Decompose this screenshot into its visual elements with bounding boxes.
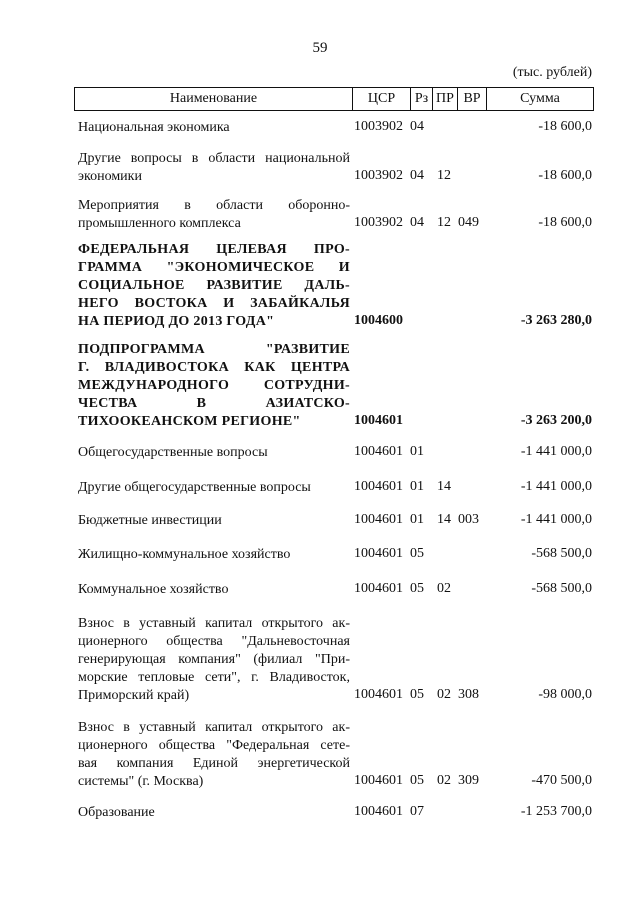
row-pr: 02: [437, 773, 451, 788]
row-name-line: Взнос в уставный капитал открытого ак-: [78, 616, 350, 631]
row-csr: 1003902: [354, 215, 403, 230]
row-sum: -98 000,0: [538, 687, 592, 702]
row-name: [78, 581, 350, 599]
row-name: [78, 804, 350, 822]
row-name-line: Другие вопросы в области национальной: [78, 151, 350, 166]
row-csr: 1004601: [354, 444, 403, 459]
row-name-line: Жилищно-коммунальное хозяйство: [78, 547, 291, 562]
row-name-line: Приморский край): [78, 688, 190, 703]
row-name-line: Другие общегосударственные вопросы: [78, 480, 311, 495]
row-pr: 02: [437, 581, 451, 596]
row-csr: 1004601: [354, 546, 403, 561]
row-rz: 04: [410, 168, 424, 183]
row-rz: 05: [410, 546, 424, 561]
row-sum: -3 263 280,0: [520, 313, 592, 328]
row-name-line: Бюджетные инвестиции: [78, 513, 222, 528]
row-sum: -18 600,0: [538, 119, 592, 134]
row-sum: -568 500,0: [531, 581, 592, 596]
row-name-line: ФЕДЕРАЛЬНАЯ ЦЕЛЕВАЯ ПРО-: [78, 242, 350, 257]
header-vr: ВР: [458, 88, 487, 110]
row-rz: 01: [410, 512, 424, 527]
row-name-line: генерирующая компания" (филиал "При-: [78, 652, 350, 667]
row-name: [78, 241, 350, 331]
row-vr: 003: [458, 512, 479, 527]
row-vr: 308: [458, 687, 479, 702]
row-name-line: Общегосударственные вопросы: [78, 445, 268, 460]
row-name: [78, 119, 350, 137]
row-name: [78, 615, 350, 705]
row-sum: -1 253 700,0: [520, 804, 592, 819]
row-name-line: Взнос в уставный капитал открытого ак-: [78, 720, 350, 735]
row-pr: 14: [437, 479, 451, 494]
row-name-line: Образование: [78, 805, 155, 820]
header-rz: Рз: [411, 88, 433, 110]
row-name: [78, 150, 350, 186]
row-name-line: Г. ВЛАДИВОСТОКА КАК ЦЕНТРА: [78, 360, 350, 375]
row-rz: 04: [410, 215, 424, 230]
row-name-line: Коммунальное хозяйство: [78, 582, 229, 597]
row-csr: 1003902: [354, 168, 403, 183]
row-name-line: ционерного общества "Федеральная сете-: [78, 738, 350, 753]
row-csr: 1004601: [354, 413, 403, 428]
row-name-line: ционерного общества "Дальневосточная: [78, 634, 350, 649]
row-name-line: экономики: [78, 169, 142, 184]
row-rz: 01: [410, 444, 424, 459]
row-name-line: ПОДПРОГРАММА "РАЗВИТИЕ: [78, 342, 350, 357]
row-sum: -3 263 200,0: [520, 413, 592, 428]
header-csr: ЦСР: [353, 88, 411, 110]
row-name: [78, 479, 350, 497]
row-sum: -470 500,0: [531, 773, 592, 788]
header-sum: Сумма: [520, 91, 560, 106]
row-rz: 05: [410, 581, 424, 596]
row-csr: 1004601: [354, 804, 403, 819]
row-rz: 01: [410, 479, 424, 494]
row-csr: 1004601: [354, 581, 403, 596]
header-pr: ПР: [433, 88, 458, 110]
row-csr: 1004600: [354, 313, 403, 328]
row-csr: 1004601: [354, 512, 403, 527]
row-rz: 05: [410, 687, 424, 702]
row-name-line: НА ПЕРИОД ДО 2013 ГОДА": [78, 314, 275, 329]
row-name-line: ЧЕСТВА В АЗИАТСКО-: [78, 396, 350, 411]
row-pr: 12: [437, 168, 451, 183]
row-pr: 14: [437, 512, 451, 527]
row-name: [78, 444, 350, 462]
row-sum: -18 600,0: [538, 215, 592, 230]
row-name: [78, 719, 350, 791]
row-name: [78, 197, 350, 233]
row-csr: 1004601: [354, 687, 403, 702]
row-name-line: МЕЖДУНАРОДНОГО СОТРУДНИ-: [78, 378, 350, 393]
row-sum: -18 600,0: [538, 168, 592, 183]
page-number: 59: [312, 40, 328, 56]
row-csr: 1004601: [354, 479, 403, 494]
row-name-line: промышленного комплекса: [78, 216, 241, 231]
row-sum: -568 500,0: [531, 546, 592, 561]
row-name: [78, 512, 350, 530]
row-name-line: морские тепловые сети", г. Владивосток,: [78, 670, 350, 685]
units-label: (тыс. рублей): [512, 65, 592, 80]
row-name: [78, 341, 350, 431]
row-name-line: Национальная экономика: [78, 120, 230, 135]
row-pr: 02: [437, 687, 451, 702]
header-name: Наименование: [75, 88, 353, 110]
row-name-line: ТИХООКЕАНСКОМ РЕГИОНЕ": [78, 414, 301, 429]
row-rz: 05: [410, 773, 424, 788]
row-vr: 309: [458, 773, 479, 788]
table-header: [74, 87, 594, 111]
row-name-line: ГРАММА "ЭКОНОМИЧЕСКОЕ И: [78, 260, 350, 275]
row-name-line: СОЦИАЛЬНОЕ РАЗВИТИЕ ДАЛЬ-: [78, 278, 350, 293]
row-pr: 12: [437, 215, 451, 230]
row-sum: -1 441 000,0: [520, 479, 592, 494]
row-name-line: вая компания Единой энергетической: [78, 756, 350, 771]
row-name-line: НЕГО ВОСТОКА И ЗАБАЙКАЛЬЯ: [78, 296, 350, 311]
row-vr: 049: [458, 215, 479, 230]
row-name-line: Мероприятия в области оборонно-: [78, 198, 350, 213]
row-csr: 1003902: [354, 119, 403, 134]
row-rz: 07: [410, 804, 424, 819]
row-csr: 1004601: [354, 773, 403, 788]
row-sum: -1 441 000,0: [520, 512, 592, 527]
row-name-line: системы" (г. Москва): [78, 774, 204, 789]
row-sum: -1 441 000,0: [520, 444, 592, 459]
row-rz: 04: [410, 119, 424, 134]
row-name: [78, 546, 350, 564]
